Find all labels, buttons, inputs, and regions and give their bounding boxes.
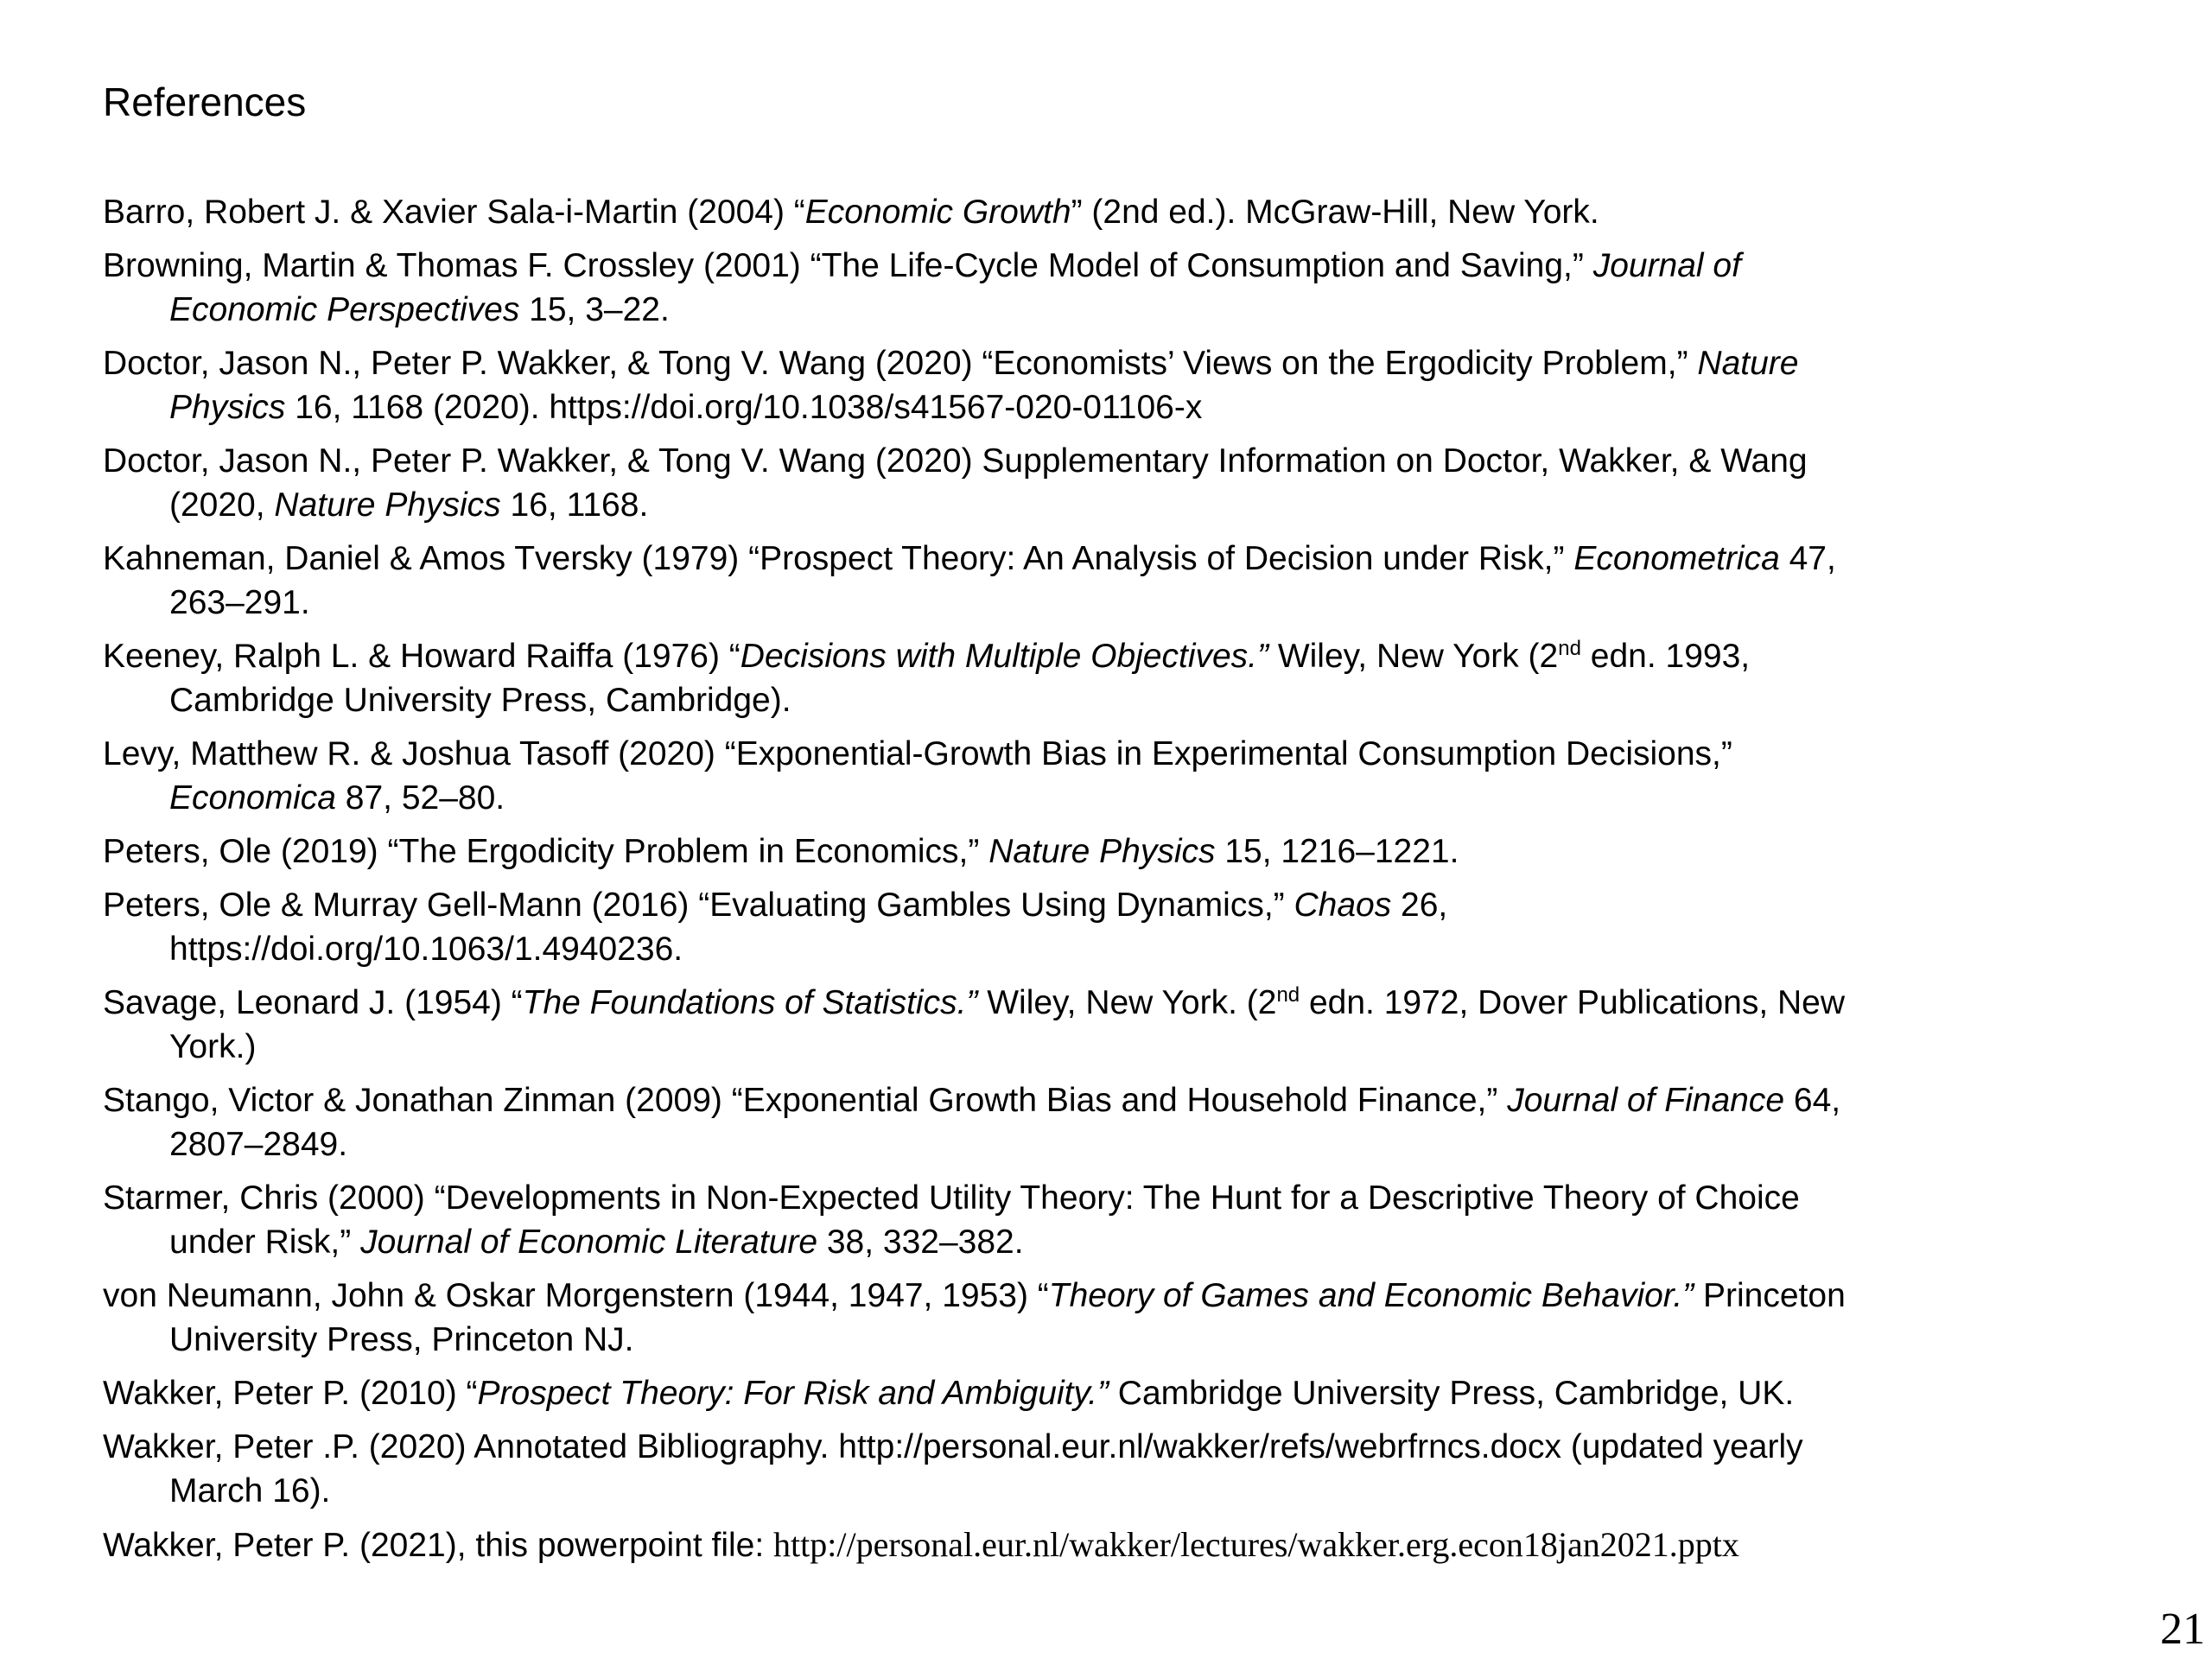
reference-entry bbox=[103, 1274, 2116, 1362]
reference-line bbox=[103, 883, 2116, 927]
reference-text: Doctor, Jason N., Peter P. Wakker, & Tong V. Wang (2020) “Economists’ Views on the Ergodicity Problem,” bbox=[103, 345, 1698, 382]
reference-line bbox=[103, 341, 2116, 385]
reference-text: edn. 1972, Dover Publications, New bbox=[1300, 984, 1846, 1021]
reference-italic-text: Decisions with Multiple Objectives.” bbox=[740, 638, 1268, 675]
reference-line bbox=[103, 581, 2116, 625]
reference-text: March 16). bbox=[169, 1472, 331, 1510]
reference-text: 47, bbox=[1779, 540, 1836, 577]
reference-text: Princeton bbox=[1694, 1277, 1846, 1314]
reference-italic-text: Economic Perspectives bbox=[169, 291, 520, 328]
reference-text: York.) bbox=[169, 1028, 257, 1065]
reference-entry bbox=[103, 244, 2116, 332]
page-number: 21 bbox=[2160, 1605, 2205, 1654]
reference-text: Starmer, Chris (2000) “Developments in Non-Expected Utility Theory: The Hunt for a Descriptive Theory of Choice bbox=[103, 1179, 1800, 1217]
reference-text: 2807–2849. bbox=[169, 1126, 348, 1163]
reference-text: 87, 52–80. bbox=[335, 779, 505, 817]
reference-text: Savage, Leonard J. (1954) “ bbox=[103, 984, 523, 1021]
reference-line bbox=[103, 1078, 2116, 1122]
reference-line bbox=[103, 1318, 2116, 1362]
reference-italic-text: Economic Growth bbox=[804, 194, 1071, 231]
reference-line bbox=[103, 1176, 2116, 1220]
reference-italic-text: Econometrica bbox=[1573, 540, 1780, 577]
reference-italic-text: Nature Physics bbox=[988, 833, 1216, 870]
reference-entry bbox=[103, 732, 2116, 820]
reference-entry bbox=[103, 1371, 2116, 1415]
reference-text: 15, 1216–1221. bbox=[1215, 833, 1459, 870]
reference-italic-text: Chaos bbox=[1294, 887, 1392, 924]
reference-text: (2020, bbox=[169, 486, 275, 524]
reference-entry bbox=[103, 883, 2116, 971]
reference-entry bbox=[103, 1078, 2116, 1166]
reference-entry bbox=[103, 1176, 2116, 1264]
reference-line bbox=[103, 1274, 2116, 1318]
reference-italic-text: Journal of Economic Literature bbox=[360, 1224, 818, 1261]
reference-entry bbox=[103, 537, 2116, 625]
reference-italic-text: Prospect Theory: For Risk and Ambiguity.” bbox=[477, 1375, 1109, 1412]
reference-text: Peters, Ole & Murray Gell-Mann (2016) “Evaluating Gambles Using Dynamics,” bbox=[103, 887, 1294, 924]
reference-entry bbox=[103, 830, 2116, 874]
reference-italic-text: Theory of Games and Economic Behavior.” bbox=[1048, 1277, 1694, 1314]
reference-line bbox=[103, 1025, 2116, 1069]
reference-line bbox=[103, 1522, 2116, 1567]
reference-line bbox=[103, 385, 2116, 429]
page-title: References bbox=[103, 79, 307, 124]
reference-line bbox=[103, 927, 2116, 971]
reference-text: Wiley, New York. (2 bbox=[977, 984, 1277, 1021]
reference-entry bbox=[103, 981, 2116, 1069]
reference-entry bbox=[103, 1522, 2116, 1567]
reference-text: Wiley, New York (2 bbox=[1268, 638, 1559, 675]
reference-italic-text: The Foundations of Statistics.” bbox=[522, 984, 978, 1021]
reference-link[interactable]: http://personal.eur.nl/wakker/lectures/wakker.erg.econ18jan2021.pptx bbox=[773, 1525, 1739, 1564]
reference-entry bbox=[103, 1425, 2116, 1513]
reference-text: 15, 3–22. bbox=[519, 291, 670, 328]
reference-text: nd bbox=[1276, 983, 1300, 1007]
reference-text: ” (2nd ed.). McGraw-Hill, New York. bbox=[1071, 194, 1599, 231]
reference-line bbox=[103, 732, 2116, 776]
reference-line bbox=[103, 244, 2116, 288]
reference-italic-text: Journal of Finance bbox=[1507, 1082, 1785, 1119]
reference-italic-text: Nature bbox=[1697, 345, 1799, 382]
reference-text: Stango, Victor & Jonathan Zinman (2009) “Exponential Growth Bias and Household Finance,” bbox=[103, 1082, 1508, 1119]
reference-text: Browning, Martin & Thomas F. Crossley (2001) “The Life-Cycle Model of Consumption and Saving,” bbox=[103, 247, 1593, 284]
reference-line bbox=[103, 678, 2116, 722]
reference-italic-text: Economica bbox=[169, 779, 336, 817]
reference-line bbox=[103, 634, 2116, 678]
reference-text: Kahneman, Daniel & Amos Tversky (1979) “Prospect Theory: An Analysis of Decision under Risk,” bbox=[103, 540, 1574, 577]
reference-text: 38, 332–382. bbox=[817, 1224, 1024, 1261]
reference-entry bbox=[103, 439, 2116, 527]
reference-text: Keeney, Ralph L. & Howard Raiffa (1976) “ bbox=[103, 638, 741, 675]
reference-link[interactable]: Wakker, Peter .P. (2020) Annotated Bibliography. http://personal.eur.nl/wakker/refs/webrfrncs.docx (updated yearly bbox=[103, 1428, 1803, 1465]
reference-line bbox=[103, 1371, 2116, 1415]
reference-entry bbox=[103, 190, 2116, 234]
reference-line bbox=[103, 1469, 2116, 1513]
reference-text: Cambridge University Press, Cambridge). bbox=[169, 682, 791, 719]
reference-line bbox=[103, 537, 2116, 581]
reference-line bbox=[103, 776, 2116, 820]
reference-line bbox=[103, 483, 2116, 527]
reference-line bbox=[103, 1425, 2116, 1469]
reference-entry bbox=[103, 634, 2116, 722]
reference-text: under Risk,” bbox=[169, 1224, 361, 1261]
reference-line bbox=[103, 981, 2116, 1025]
reference-text: Wakker, Peter P. (2021), this powerpoint file: bbox=[103, 1527, 774, 1564]
reference-text: 16, 1168. bbox=[500, 486, 649, 524]
reference-line bbox=[103, 1220, 2116, 1264]
reference-italic-text: Nature Physics bbox=[274, 486, 501, 524]
reference-text: von Neumann, John & Oskar Morgenstern (1944, 1947, 1953) “ bbox=[103, 1277, 1049, 1314]
reference-list bbox=[103, 190, 2116, 1577]
reference-line bbox=[103, 439, 2116, 483]
reference-link[interactable]: https://doi.org/10.1063/1.4940236. bbox=[169, 931, 683, 968]
reference-line bbox=[103, 830, 2116, 874]
reference-italic-text: Journal of bbox=[1592, 247, 1741, 284]
reference-text: 263–291. bbox=[169, 584, 310, 621]
reference-line bbox=[103, 288, 2116, 332]
reference-text: Cambridge University Press, Cambridge, UK. bbox=[1108, 1375, 1795, 1412]
reference-text: Wakker, Peter P. (2010) “ bbox=[103, 1375, 478, 1412]
reference-text: Levy, Matthew R. & Joshua Tasoff (2020) “Exponential-Growth Bias in Experimental Consumption Decisions,” bbox=[103, 735, 1732, 772]
reference-entry bbox=[103, 341, 2116, 429]
reference-text: Barro, Robert J. & Xavier Sala-i-Martin (2004) “ bbox=[103, 194, 805, 231]
reference-text: 64, bbox=[1784, 1082, 1841, 1119]
reference-text: Doctor, Jason N., Peter P. Wakker, & Tong V. Wang (2020) Supplementary Information on Doctor, Wakker, & Wang bbox=[103, 442, 1808, 480]
reference-link[interactable]: 16, 1168 (2020). https://doi.org/10.1038/s41567-020-01106-x bbox=[285, 389, 1203, 426]
reference-line bbox=[103, 190, 2116, 234]
reference-line bbox=[103, 1122, 2116, 1166]
reference-text: University Press, Princeton NJ. bbox=[169, 1321, 634, 1358]
reference-italic-text: Physics bbox=[169, 389, 286, 426]
reference-text: edn. 1993, bbox=[1580, 638, 1751, 675]
reference-text: 26, bbox=[1391, 887, 1448, 924]
reference-text: nd bbox=[1558, 637, 1581, 660]
reference-text: Peters, Ole (2019) “The Ergodicity Problem in Economics,” bbox=[103, 833, 989, 870]
